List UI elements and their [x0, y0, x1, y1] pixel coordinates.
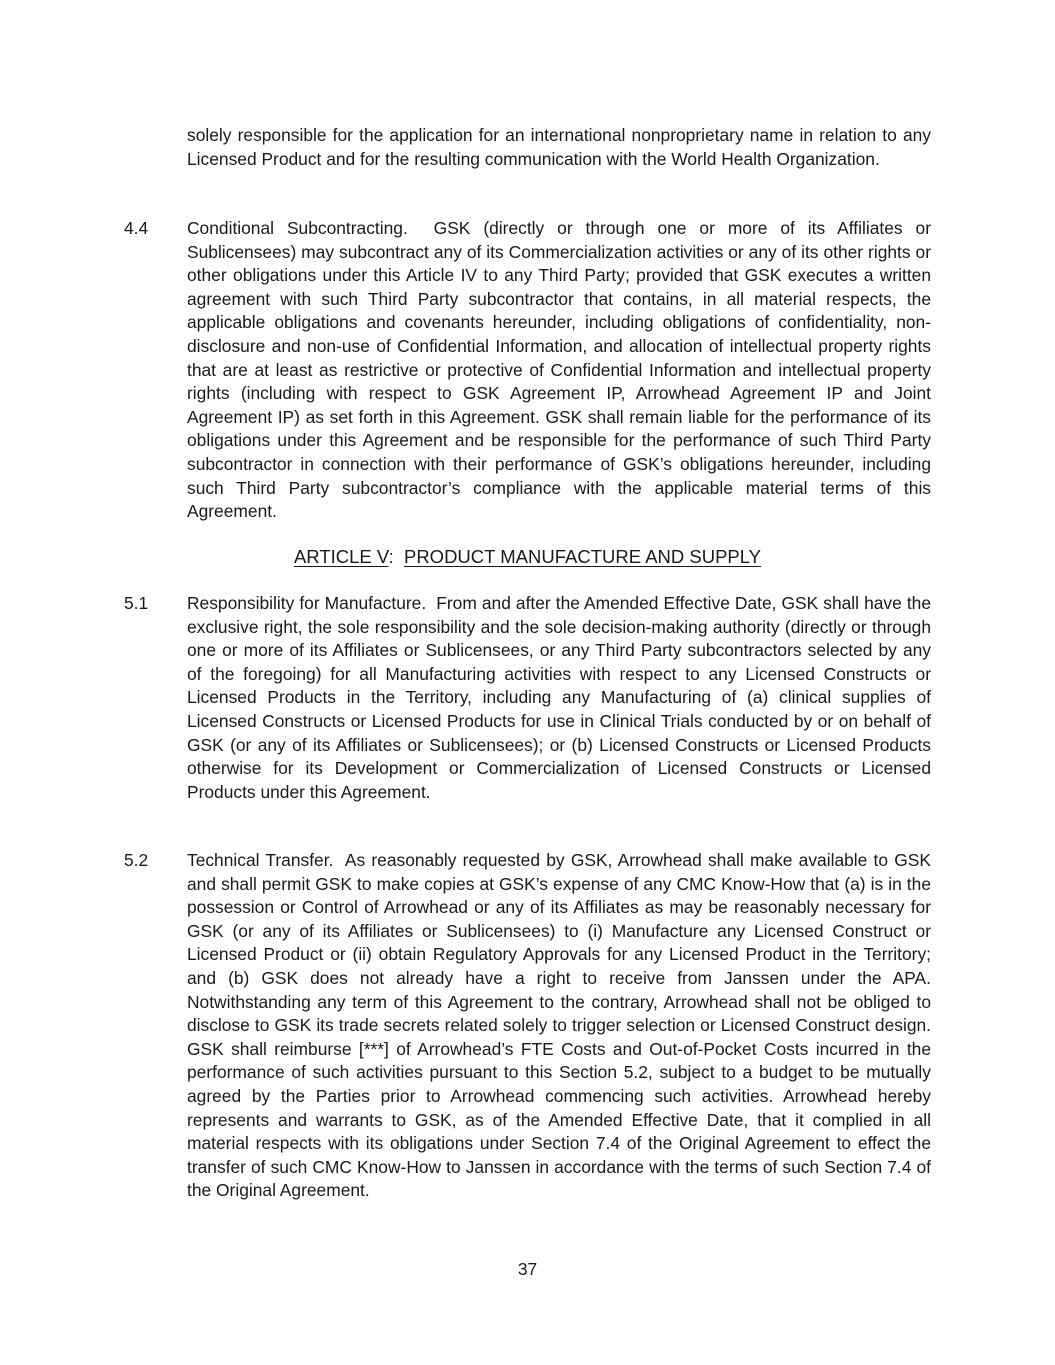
- continuation-paragraph: [187, 124, 931, 171]
- article-title: PRODUCT MANUFACTURE AND SUPPLY: [403, 546, 762, 567]
- section-4-4-body: GSK (directly or through one or more of its Affiliates or Sublicensees) may subcontract any of its Commercialization activities or any of its other rights or other obligations under this Article IV to any Third Party; provided that GSK executes a written agreement with such Third Party subcontractor that contains, in all material respects, the applicable obligations and covenants hereunder, including obligations of confidentiality, non-disclosure and non-use of Confidential Information, and allocation of intellectual property rights that are at least as restrictive or protective of Confidential Information and intellectual property rights (including with respect to GSK Agreement IP, Arrowhead Agreement IP and Joint Agreement IP) as set forth in this Agreement. GSK shall remain liable for the performance of its obligations under this Agreement and be responsible for the performance of such Third Party subcontractor in connection with their performance of GSK’s obligations hereunder, including such Third Party subcontractor’s compliance with the applicable material terms of this Agreement.: [187, 218, 931, 522]
- article-label: ARTICLE V: [293, 546, 389, 567]
- section-number-5-2: 5.2: [124, 850, 149, 870]
- section-5-2-title: Technical Transfer.: [187, 850, 334, 870]
- section-5-1-body: From and after the Amended Effective Date, GSK shall have the exclusive right, the sole responsibility and the sole decision-making authority (directly or through one or more of its Affiliates or Sublicensees, or any Third Party subcontractors selected by any of the foregoing) for all Manufacturing activities with respect to any Licensed Constructs or Licensed Products in the Territory, including any Manufacturing of (a) clinical supplies of Licensed Constructs or Licensed Products for use in Clinical Trials conducted by or on behalf of GSK (or any of its Affiliates or Sublicensees); or (b) Licensed Constructs or Licensed Products otherwise for its Development or Commercialization of Licensed Constructs or Licensed Products under this Agreement.: [187, 593, 932, 802]
- section-5-2-body: As reasonably requested by GSK, Arrowhead shall make available to GSK and shall permit GSK to make copies at GSK’s expense of any CMC Know-How that (a) is in the possession or Control of Arrowhead or any of its Affiliates as may be reasonably necessary for GSK (or any of its Affiliates or Sublicensees) to (i) Manufacture any Licensed Construct or Licensed Product or (ii) obtain Regulatory Approvals for any Licensed Product in the Territory; and (b) GSK does not already have a right to receive from Janssen under the APA. Notwithstanding any term of this Agreement to the contrary, Arrowhead shall not be obliged to disclose to GSK its trade secrets related solely to trigger selection or Licensed Construct design. GSK shall reimburse [***] of Arrowhead’s FTE Costs and Out-of-Pocket Costs incurred in the performance of such activities pursuant to this Section 5.2, subject to a budget to be mutually agreed by the Parties prior to Arrowhead commencing such activities. Arrowhead hereby represents and warrants to GSK, as of the Amended Effective Date, that it complied in all material respects with its obligations under Section 7.4 of the Original Agreement to effect the transfer of such CMC Know-How to Janssen in accordance with the terms of such Section 7.4 of the Original Agreement.: [187, 850, 931, 1201]
- article-separator: :: [388, 546, 394, 567]
- section-4-4-paragraph: [187, 217, 931, 524]
- section-5-1-title: Responsibility for Manufacture.: [187, 593, 427, 613]
- section-5-1-paragraph: [187, 592, 931, 804]
- section-4-4-title: Conditional Subcontracting.: [187, 218, 408, 238]
- section-5-2-paragraph: [187, 849, 931, 1203]
- section-number-4-4: 4.4: [124, 218, 149, 238]
- page-number: 37: [517, 1259, 538, 1279]
- article-heading: [0, 545, 1055, 569]
- continuation-text: solely responsible for the application for an international nonproprietary name in relation to any Licensed Product and for the resulting communication with the World Health Organization.: [187, 125, 931, 169]
- section-number-5-1: 5.1: [124, 593, 149, 613]
